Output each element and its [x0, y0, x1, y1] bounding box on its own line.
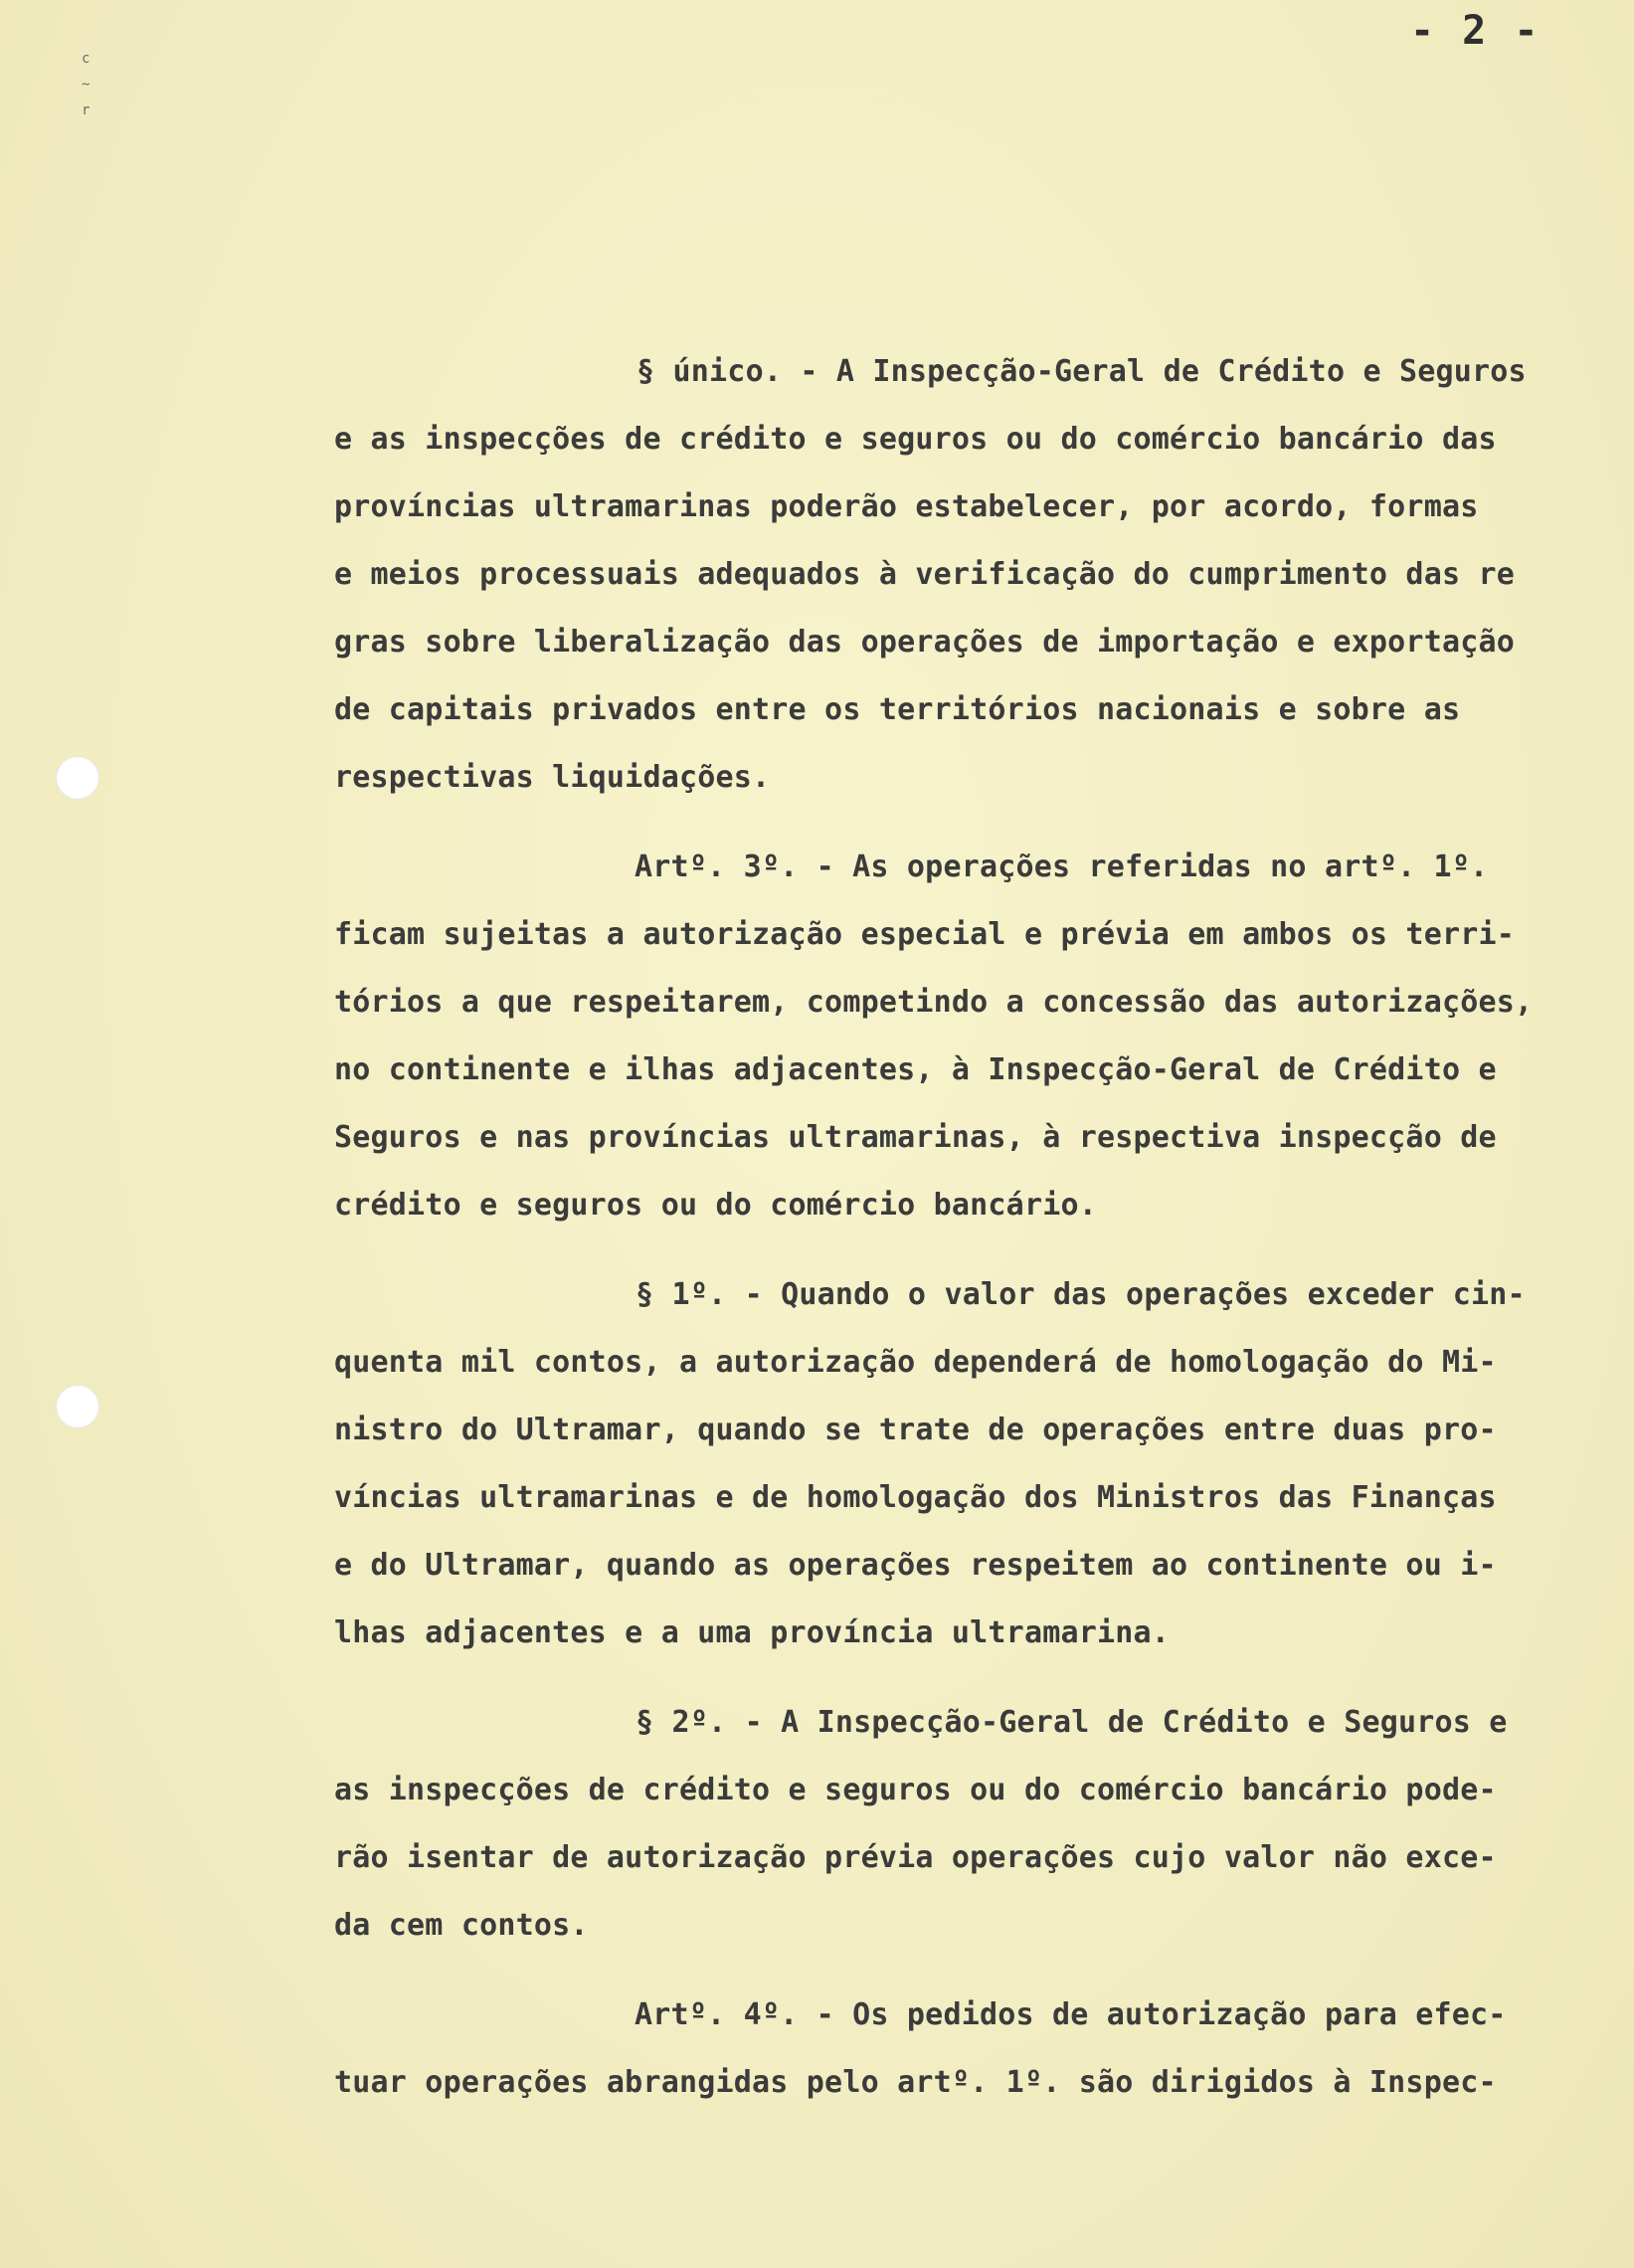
text-line: § único. - A Inspecção-Geral de Crédito e Seguros [636, 354, 1527, 389]
text-line: § 2º. - A Inspecção-Geral de Crédito e Seguros e [635, 1705, 1508, 1740]
text-line: tórios a que respeitarem, competindo a concessão das autorizações, [334, 985, 1534, 1020]
text-line: § 1º. - Quando o valor das operações exceder cin- [635, 1277, 1526, 1312]
text-line: províncias ultramarinas poderão estabelecer, por acordo, formas [334, 489, 1479, 524]
text-line: as inspecções de crédito e seguros ou do comércio bancário pode- [334, 1773, 1497, 1807]
document-body [334, 338, 1627, 2117]
paragraph-artigo-4 [334, 1982, 1627, 2117]
text-line: ficam sujeitas a autorização especial e prévia em ambos os terri- [334, 917, 1515, 952]
paragraph-2 [334, 1689, 1627, 1960]
text-line: e meios processuais adequados à verificação do cumprimento das re [334, 557, 1515, 592]
punch-hole [56, 1385, 99, 1428]
text-line: Artº. 3º. - As operações referidas no artº. 1º. [635, 850, 1489, 884]
paragraph-1 [334, 1261, 1627, 1667]
margin-mark: ~ [82, 77, 91, 93]
margin-annotation [82, 46, 101, 123]
text-line: Seguros e nas províncias ultramarinas, à respectiva inspecção de [334, 1120, 1497, 1155]
margin-mark: c [82, 51, 91, 67]
text-line: respectivas liquidações. [334, 760, 771, 795]
paragraph-artigo-3 [334, 834, 1627, 1239]
text-line: gras sobre liberalização das operações de importação e exportação [334, 625, 1515, 660]
text-line: víncias ultramarinas e de homologação dos Ministros das Finanças [334, 1480, 1497, 1515]
text-line: crédito e seguros ou do comércio bancário. [334, 1188, 1097, 1223]
text-line: quenta mil contos, a autorização dependerá de homologação do Mi- [334, 1345, 1497, 1380]
page-number: - 2 - [1410, 8, 1541, 54]
text-line: e as inspecções de crédito e seguros ou do comércio bancário das [334, 422, 1497, 457]
text-line: e do Ultramar, quando as operações respeitem ao continente ou i- [334, 1548, 1497, 1583]
text-line: da cem contos. [334, 1908, 589, 1943]
text-line: de capitais privados entre os territórios nacionais e sobre as [334, 692, 1461, 727]
punch-hole [56, 756, 99, 800]
text-line: rão isentar de autorização prévia operações cujo valor não exce- [334, 1840, 1497, 1875]
text-line: nistro do Ultramar, quando se trate de operações entre duas pro- [334, 1413, 1497, 1447]
margin-mark: r [82, 102, 91, 118]
text-line: lhas adjacentes e a uma província ultramarina. [334, 1615, 1171, 1650]
text-line: no continente e ilhas adjacentes, à Inspecção-Geral de Crédito e [334, 1052, 1497, 1087]
text-line: tuar operações abrangidas pelo artº. 1º. são dirigidos à Inspec- [334, 2065, 1497, 2100]
paragraph-unico [334, 338, 1627, 812]
text-line: Artº. 4º. - Os pedidos de autorização para efec- [635, 1997, 1507, 2032]
